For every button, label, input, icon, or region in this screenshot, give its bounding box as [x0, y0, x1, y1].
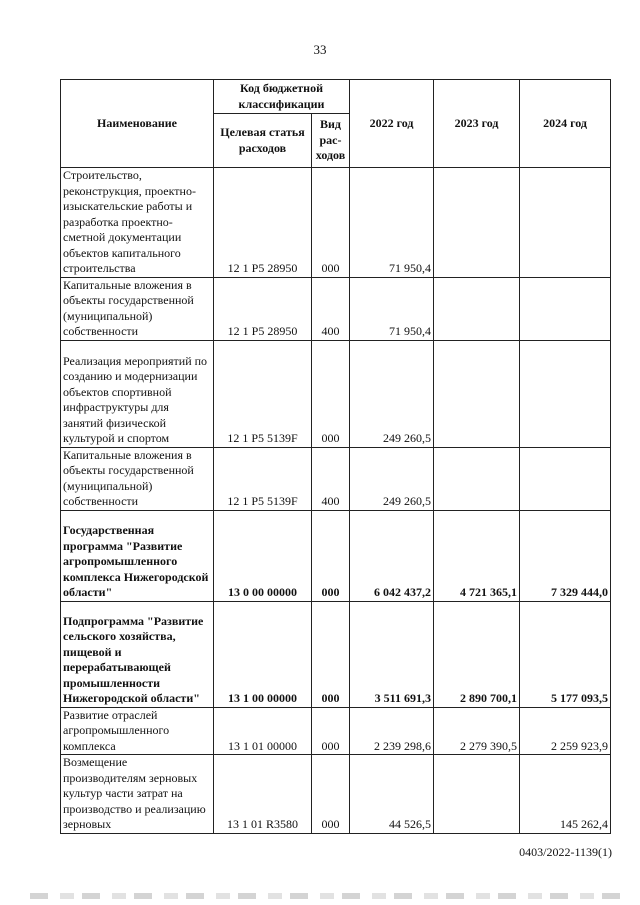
row-expense-type: 000: [312, 707, 350, 755]
table-row: [61, 707, 611, 755]
row-2024: [520, 340, 611, 447]
row-2022: 71 950,4: [350, 277, 434, 340]
row-2023: [434, 447, 520, 510]
row-2023: 2 890 700,1: [434, 601, 520, 707]
header-name: Наименование: [61, 80, 214, 168]
row-2024: [520, 447, 611, 510]
row-2023: [434, 340, 520, 447]
table-row: [61, 277, 611, 340]
row-2024: 5 177 093,5: [520, 601, 611, 707]
page-number: 33: [313, 42, 327, 57]
table-row: [61, 340, 611, 447]
header-target-article: Целевая статья расходов: [214, 114, 312, 168]
row-2022: 249 260,5: [350, 340, 434, 447]
row-2024: 2 259 923,9: [520, 707, 611, 755]
row-2023: [434, 168, 520, 278]
table-row: [61, 168, 611, 278]
row-2024: [520, 168, 611, 278]
row-2024: 7 329 444,0: [520, 510, 611, 601]
row-2022: 249 260,5: [350, 447, 434, 510]
row-name: Строительство, реконструкция, проектно-изыскательские работы и разработка проектно-сметной документации объектов капитального строительства: [61, 168, 214, 278]
row-target-article: 12 1 P5 5139F: [214, 447, 312, 510]
row-expense-type: 400: [312, 447, 350, 510]
header-expense-type: Вид рас-ходов: [312, 114, 350, 168]
row-name: Государственная программа "Развитие агропромышленного комплекса Нижегородской области": [61, 510, 214, 601]
row-expense-type: 000: [312, 168, 350, 278]
table-row: [61, 510, 611, 601]
table-row: [61, 601, 611, 707]
row-expense-type: 000: [312, 601, 350, 707]
row-2022: 2 239 298,6: [350, 707, 434, 755]
row-name: Возмещение производителям зерновых культур части затрат на производство и реализацию зерновых: [61, 755, 214, 834]
table-row: [61, 447, 611, 510]
row-2022: 6 042 437,2: [350, 510, 434, 601]
row-name: Капитальные вложения в объекты государственной (муниципальной) собственности: [61, 447, 214, 510]
row-target-article: 12 1 P5 28950: [214, 277, 312, 340]
document-code: 0403/2022-1139(1): [519, 845, 612, 859]
row-2022: 3 511 691,3: [350, 601, 434, 707]
row-name: Реализация мероприятий по созданию и модернизации объектов спортивной инфраструктуры для занятий физической культурой и спортом: [61, 340, 214, 447]
header-2022: 2022 год: [350, 80, 434, 168]
row-target-article: 13 0 00 00000: [214, 510, 312, 601]
row-2022: 71 950,4: [350, 168, 434, 278]
row-2023: 4 721 365,1: [434, 510, 520, 601]
row-target-article: 13 1 01 00000: [214, 707, 312, 755]
header-2023: 2023 год: [434, 80, 520, 168]
row-2023: [434, 277, 520, 340]
header-kbk-group: Код бюджетной классификации: [214, 80, 350, 114]
row-expense-type: 000: [312, 340, 350, 447]
row-2022: 44 526,5: [350, 755, 434, 834]
row-target-article: 12 1 P5 28950: [214, 168, 312, 278]
row-name: Развитие отраслей агропромышленного комплекса: [61, 707, 214, 755]
row-name: Подпрограмма "Развитие сельского хозяйства, пищевой и перерабатывающей промышленности Нижегородской области": [61, 601, 214, 707]
row-expense-type: 000: [312, 755, 350, 834]
row-2024: [520, 277, 611, 340]
budget-table: [60, 79, 611, 834]
row-expense-type: 400: [312, 277, 350, 340]
row-expense-type: 000: [312, 510, 350, 601]
table-row: [61, 755, 611, 834]
scan-artifact-strip: [30, 893, 620, 899]
row-target-article: 12 1 P5 5139F: [214, 340, 312, 447]
row-target-article: 13 1 01 R3580: [214, 755, 312, 834]
row-2023: 2 279 390,5: [434, 707, 520, 755]
row-2023: [434, 755, 520, 834]
row-target-article: 13 1 00 00000: [214, 601, 312, 707]
header-2024: 2024 год: [520, 80, 611, 168]
row-name: Капитальные вложения в объекты государственной (муниципальной) собственности: [61, 277, 214, 340]
row-2024: 145 262,4: [520, 755, 611, 834]
